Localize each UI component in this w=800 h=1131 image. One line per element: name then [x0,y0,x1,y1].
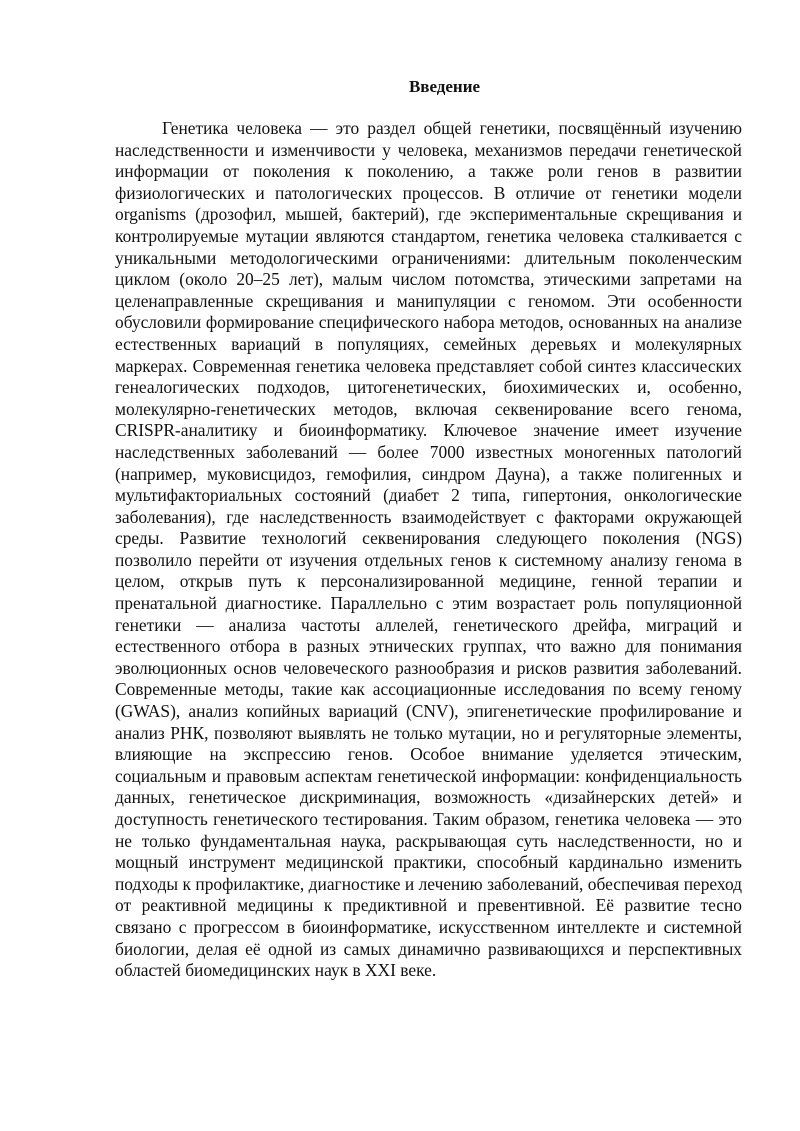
section-title: Введение [408,77,481,96]
body-paragraph: Генетика человека — это раздел общей генетики, посвящённый изучению наследственности и изменчивости у человека, механизмов передачи генетической информации от поколения к поколению, а также роли генов в развитии физиологических и патологических процессов. В отличие от генетики модели organisms (дрозофил, мышей, бактерий), где экспериментальные скрещивания и контролируемые мутации являются стандартом, генетика человека сталкивается с уникальными методологическими ограничениями: длительным поколенческим циклом (около 20–25 лет), малым числом потомства, этическими запретами на целенаправленные скрещивания и манипуляции с геномом. Эти особенности обусловили формирование специфического набора методов, основанных на анализе естественных вариаций в популяциях, семейных деревьях и молекулярных маркерах. Современная генетика человека представляет собой синтез классических генеалогических подходов, цитогенетических, биохимических и, особенно, молекулярно-генетических методов, включая секвенирование всего генома, CRISPR-аналитику и биоинформатику. Ключевое значение имеет изучение наследственных заболеваний — более 7000 известных моногенных патологий (например, муковисцидоз, гемофилия, синдром Дауна), а также полигенных и мультифакториальных состояний (диабет 2 типа, гипертония, онкологические заболевания), где наследственность взаимодействует с факторами окружающей среды. Развитие технологий секвенирования следующего поколения (NGS) позволило перейти от изучения отдельных генов к системному анализу генома в целом, открыв путь к персонализированной медицине, генной терапии и пренатальной диагностике. Параллельно с этим возрастает роль популяционной генетики — анализа частоты аллелей, генетического дрейфа, миграций и естественного отбора в разных этнических группах, что важно для понимания эволюционных основ человеческого разнообразия и рисков развития заболеваний. Современные методы, такие как ассоциационные исследования по всему геному (GWAS), анализ копийных вариаций (CNV), эпигенетические профилирование и анализ РНК, позволяют выявлять не только мутации, но и регуляторные элементы, влияющие на экспрессию генов. Особое внимание уделяется этическим, социальным и правовым аспектам генетической информации: конфиденциальность данных, генетическое дискриминация, возможность «дизайнерских детей» и доступность генетического тестирования. Таким образом, генетика человека — это не только фундаментальная наука, раскрывающая суть наследственности, но и мощный инструмент медицинской практики, способный кардинально изменить подходы к профилактике, диагностике и лечению заболеваний, обеспечивая переход от реактивной медицины к предиктивной и превентивной. Её развитие тесно связано с прогрессом в биоинформатике, искусственном интеллекте и системной биологии, делая её одной из самых динамично развивающихся и перспективных областей биомедицинских наук в XXI веке. [115,118,742,981]
document-page [115,76,742,982]
